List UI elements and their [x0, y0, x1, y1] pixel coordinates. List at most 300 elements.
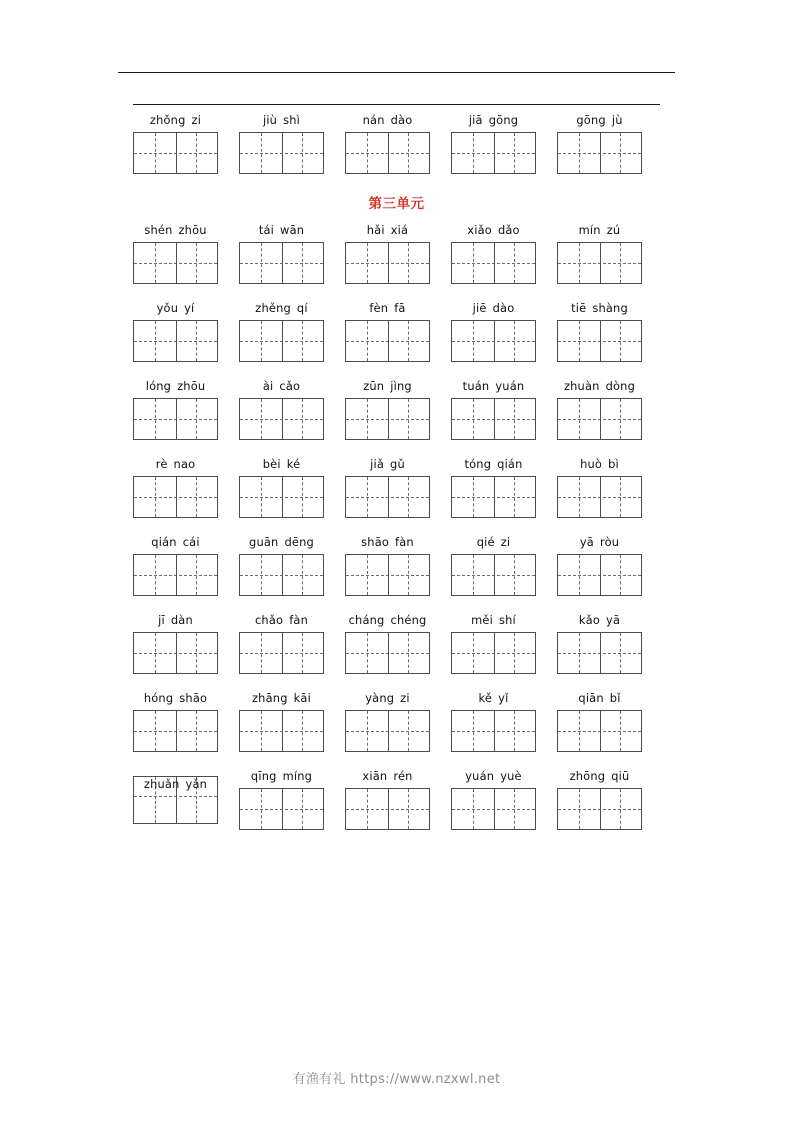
pinyin-syllable: qián: [151, 535, 177, 549]
pinyin-syllable: shì: [283, 113, 301, 127]
guide-line-horizontal: [346, 731, 429, 732]
guide-line-horizontal: [346, 497, 429, 498]
tianzige-box[interactable]: [451, 320, 536, 362]
word-cell: [239, 534, 324, 604]
word-cell: [557, 690, 642, 760]
pinyin-syllable: zūn: [363, 379, 385, 393]
guide-line-vertical-left: [473, 477, 474, 517]
pinyin-syllable: cháng: [348, 613, 385, 627]
guide-line-vertical-right: [302, 477, 303, 517]
word-cell: [345, 300, 430, 370]
pinyin-syllable: qié: [476, 535, 495, 549]
guide-line-vertical-left: [261, 711, 262, 751]
guide-line-vertical-right: [514, 243, 515, 283]
guide-line-horizontal: [558, 809, 641, 810]
word-cell: [557, 112, 642, 182]
guide-line-vertical-right: [620, 321, 621, 361]
pinyin-syllable: fā: [394, 301, 406, 315]
guide-line-vertical-left: [579, 477, 580, 517]
tianzige-box[interactable]: [239, 554, 324, 596]
word-cell: [133, 534, 218, 604]
guide-line-vertical-right: [514, 555, 515, 595]
guide-line-horizontal: [452, 575, 535, 576]
pinyin-syllable: yuán: [465, 769, 495, 783]
guide-line-vertical-right: [196, 399, 197, 439]
tianzige-box[interactable]: [345, 132, 430, 174]
pinyin-syllable: kāi: [293, 691, 311, 705]
pinyin-syllable: hǎi: [366, 223, 385, 237]
pinyin-syllable: nao: [173, 457, 196, 471]
pinyin-syllable: qián: [497, 457, 523, 471]
pinyin-syllable: rén: [393, 769, 413, 783]
pinyin-label: [337, 612, 438, 629]
guide-line-vertical-left: [155, 477, 156, 517]
tianzige-box[interactable]: [239, 710, 324, 752]
pinyin-syllable: shāo: [179, 691, 208, 705]
guide-line-vertical-left: [473, 555, 474, 595]
word-cell: [239, 222, 324, 292]
tianzige-box[interactable]: [557, 632, 642, 674]
guide-line-horizontal: [558, 497, 641, 498]
guide-line-horizontal: [346, 575, 429, 576]
guide-line-vertical-right: [408, 399, 409, 439]
word-cell: [133, 456, 218, 526]
word-cell: [239, 378, 324, 448]
tianzige-box[interactable]: [557, 242, 642, 284]
guide-line-vertical-right: [514, 633, 515, 673]
guide-line-horizontal: [134, 575, 217, 576]
guide-line-horizontal: [452, 809, 535, 810]
guide-line-vertical-right: [196, 633, 197, 673]
tianzige-box[interactable]: [345, 320, 430, 362]
pinyin-syllable: qiān: [578, 691, 604, 705]
pinyin-syllable: gǔ: [390, 457, 405, 471]
tianzige-box[interactable]: [239, 398, 324, 440]
word-cell: [557, 300, 642, 370]
tianzige-box[interactable]: [345, 554, 430, 596]
guide-line-vertical-right: [196, 555, 197, 595]
tianzige-box[interactable]: [345, 476, 430, 518]
pinyin-label: [337, 690, 438, 707]
guide-line-horizontal: [240, 419, 323, 420]
word-cell: [451, 300, 536, 370]
pinyin-label: [125, 690, 226, 707]
guide-line-vertical-left: [261, 399, 262, 439]
pinyin-syllable: zhěng: [255, 301, 291, 315]
pinyin-label: [231, 456, 332, 473]
tianzige-box[interactable]: [239, 788, 324, 830]
word-cell: [557, 612, 642, 682]
guide-line-vertical-left: [261, 133, 262, 173]
pinyin-syllable: yuè: [500, 769, 522, 783]
tianzige-box[interactable]: [557, 710, 642, 752]
word-cell: [239, 612, 324, 682]
word-cell: [557, 534, 642, 604]
pinyin-syllable: jìng: [390, 379, 412, 393]
tianzige-box[interactable]: [133, 132, 218, 174]
pinyin-label: [549, 534, 650, 551]
pinyin-syllable: zhuàn: [563, 379, 600, 393]
word-cell: [345, 222, 430, 292]
tianzige-box[interactable]: [345, 632, 430, 674]
guide-line-horizontal: [346, 419, 429, 420]
pinyin-syllable: zi: [191, 113, 202, 127]
word-cell: [239, 112, 324, 182]
word-cell: [345, 690, 430, 760]
tianzige-box[interactable]: [345, 242, 430, 284]
pinyin-syllable: jiā: [468, 113, 483, 127]
guide-line-vertical-left: [367, 133, 368, 173]
pinyin-syllable: zi: [400, 691, 410, 705]
tianzige-box[interactable]: [451, 788, 536, 830]
guide-line-horizontal: [558, 419, 641, 420]
guide-line-vertical-right: [302, 555, 303, 595]
guide-line-vertical-right: [408, 477, 409, 517]
tianzige-box[interactable]: [133, 710, 218, 752]
tianzige-box[interactable]: [133, 242, 218, 284]
tianzige-box[interactable]: [557, 398, 642, 440]
guide-line-vertical-left: [155, 133, 156, 173]
guide-line-vertical-left: [261, 633, 262, 673]
guide-line-vertical-right: [408, 789, 409, 829]
guide-line-vertical-left: [473, 133, 474, 173]
guide-line-vertical-right: [302, 789, 303, 829]
guide-line-horizontal: [134, 497, 217, 498]
pinyin-label: [549, 378, 650, 395]
pinyin-syllable: shāo: [361, 535, 390, 549]
guide-line-vertical-right: [514, 133, 515, 173]
pinyin-label: [549, 222, 650, 239]
pinyin-label: [125, 378, 226, 395]
pinyin-syllable: dēng: [284, 535, 314, 549]
tianzige-box[interactable]: [451, 632, 536, 674]
pinyin-syllable: qí: [296, 301, 308, 315]
word-cell: [345, 768, 430, 838]
pinyin-syllable: kě: [478, 691, 493, 705]
pinyin-label: [549, 300, 650, 317]
tianzige-box[interactable]: [133, 320, 218, 362]
guide-line-vertical-left: [261, 789, 262, 829]
worksheet-row: [133, 300, 673, 378]
guide-line-horizontal: [558, 653, 641, 654]
pinyin-syllable: bǐ: [609, 691, 621, 705]
guide-line-horizontal: [452, 731, 535, 732]
guide-line-vertical-left: [155, 711, 156, 751]
guide-line-vertical-left: [579, 711, 580, 751]
pinyin-syllable: jù: [611, 113, 623, 127]
guide-line-vertical-left: [155, 321, 156, 361]
guide-line-horizontal: [452, 263, 535, 264]
guide-line-horizontal: [452, 497, 535, 498]
pinyin-syllable: fèn: [369, 301, 389, 315]
tianzige-box[interactable]: [557, 320, 642, 362]
tianzige-box[interactable]: [451, 132, 536, 174]
guide-line-vertical-left: [261, 555, 262, 595]
word-cell: [451, 612, 536, 682]
pinyin-label: [337, 300, 438, 317]
guide-line-vertical-left: [367, 399, 368, 439]
guide-line-vertical-left: [473, 399, 474, 439]
guide-line-vertical-right: [408, 243, 409, 283]
pinyin-syllable: tái: [258, 223, 275, 237]
pinyin-syllable: chǎo: [254, 613, 284, 627]
word-cell: [133, 112, 218, 182]
guide-line-horizontal: [134, 653, 217, 654]
word-cell: [133, 768, 218, 838]
tianzige-box[interactable]: [451, 398, 536, 440]
guide-line-vertical-left: [473, 633, 474, 673]
guide-line-vertical-right: [620, 789, 621, 829]
guide-line-vertical-right: [196, 133, 197, 173]
pinyin-syllable: shén: [144, 223, 173, 237]
pinyin-syllable: yàng: [365, 691, 395, 705]
pinyin-syllable: jiù: [262, 113, 278, 127]
guide-line-horizontal: [558, 153, 641, 154]
pinyin-syllable: dào: [492, 301, 515, 315]
guide-line-horizontal: [452, 153, 535, 154]
pinyin-syllable: cǎo: [279, 379, 301, 393]
tianzige-box[interactable]: [451, 242, 536, 284]
pinyin-syllable: zhǒng: [149, 113, 186, 127]
tianzige-box[interactable]: [345, 398, 430, 440]
pinyin-label: [125, 300, 226, 317]
word-cell: [451, 690, 536, 760]
pinyin-syllable: dào: [390, 113, 413, 127]
guide-line-horizontal: [346, 653, 429, 654]
pinyin-syllable: fàn: [395, 535, 414, 549]
guide-line-vertical-left: [367, 477, 368, 517]
tianzige-box[interactable]: [557, 132, 642, 174]
guide-line-vertical-left: [473, 243, 474, 283]
guide-line-vertical-right: [620, 133, 621, 173]
guide-line-horizontal: [134, 796, 217, 797]
tianzige-box[interactable]: [557, 788, 642, 830]
guide-line-vertical-right: [408, 633, 409, 673]
pinyin-syllable: yā: [606, 613, 621, 627]
guide-line-horizontal: [558, 263, 641, 264]
guide-line-vertical-right: [408, 133, 409, 173]
pinyin-label: [337, 768, 438, 785]
guide-line-horizontal: [452, 419, 535, 420]
pinyin-syllable: tiē: [571, 301, 587, 315]
tianzige-box[interactable]: [133, 554, 218, 596]
pinyin-syllable: yuán: [495, 379, 525, 393]
guide-line-vertical-right: [514, 321, 515, 361]
guide-line-horizontal: [134, 341, 217, 342]
pinyin-label: [337, 534, 438, 551]
guide-line-horizontal: [240, 341, 323, 342]
pinyin-syllable: shí: [498, 613, 516, 627]
guide-line-vertical-left: [579, 399, 580, 439]
guide-line-vertical-left: [473, 789, 474, 829]
pinyin-label: [231, 690, 332, 707]
pinyin-label: [443, 534, 544, 551]
pinyin-label: [125, 534, 226, 551]
pinyin-syllable: xiǎo: [467, 223, 492, 237]
guide-line-vertical-left: [155, 243, 156, 283]
pinyin-label: [337, 222, 438, 239]
tianzige-box[interactable]: [557, 554, 642, 596]
word-cell: [557, 378, 642, 448]
worksheet-row: [133, 690, 673, 768]
word-cell: [133, 612, 218, 682]
guide-line-horizontal: [452, 653, 535, 654]
pinyin-label: [443, 768, 544, 785]
guide-line-horizontal: [240, 153, 323, 154]
guide-line-vertical-left: [261, 477, 262, 517]
worksheet-row: [133, 768, 673, 846]
guide-line-vertical-right: [620, 555, 621, 595]
pinyin-syllable: dòng: [605, 379, 636, 393]
worksheet-row: [133, 456, 673, 534]
guide-line-vertical-left: [155, 633, 156, 673]
tianzige-box[interactable]: [133, 632, 218, 674]
pinyin-label: [231, 612, 332, 629]
word-cell: [451, 768, 536, 838]
pinyin-label: [125, 112, 226, 129]
pinyin-syllable: tóng: [464, 457, 492, 471]
word-cell: [451, 378, 536, 448]
pinyin-syllable: dàn: [170, 613, 193, 627]
pinyin-label: [231, 222, 332, 239]
pinyin-syllable: yǎn: [185, 777, 208, 791]
pinyin-syllable: jī: [158, 613, 165, 627]
word-cell: [345, 112, 430, 182]
pinyin-label: [443, 456, 544, 473]
guide-line-horizontal: [240, 731, 323, 732]
pinyin-syllable: zhōu: [178, 223, 207, 237]
pinyin-syllable: guān: [249, 535, 279, 549]
guide-line-vertical-left: [579, 789, 580, 829]
guide-line-vertical-right: [302, 321, 303, 361]
pinyin-label: [443, 612, 544, 629]
word-cell: [133, 690, 218, 760]
pinyin-syllable: yā: [579, 535, 594, 549]
word-cell: [345, 534, 430, 604]
guide-line-vertical-left: [367, 633, 368, 673]
pinyin-syllable: yǒu: [156, 301, 179, 315]
guide-line-vertical-left: [155, 555, 156, 595]
pinyin-syllable: ké: [286, 457, 301, 471]
tianzige-box[interactable]: [345, 788, 430, 830]
guide-line-vertical-left: [261, 321, 262, 361]
guide-line-vertical-right: [408, 711, 409, 751]
guide-line-vertical-left: [579, 321, 580, 361]
tianzige-box[interactable]: [133, 476, 218, 518]
guide-line-vertical-right: [514, 477, 515, 517]
pinyin-syllable: tuán: [462, 379, 490, 393]
guide-line-vertical-left: [367, 711, 368, 751]
tianzige-box[interactable]: [239, 632, 324, 674]
pinyin-syllable: hóng: [143, 691, 174, 705]
pinyin-syllable: gōng: [576, 113, 606, 127]
pinyin-syllable: shàng: [592, 301, 628, 315]
guide-line-horizontal: [240, 809, 323, 810]
guide-line-vertical-right: [302, 243, 303, 283]
guide-line-horizontal: [240, 497, 323, 498]
pinyin-syllable: bèi: [262, 457, 281, 471]
guide-line-vertical-left: [367, 243, 368, 283]
guide-line-horizontal: [240, 575, 323, 576]
guide-line-vertical-left: [367, 789, 368, 829]
pinyin-syllable: mín: [578, 223, 601, 237]
word-cell: [451, 222, 536, 292]
guide-line-horizontal: [134, 153, 217, 154]
pinyin-label: [443, 378, 544, 395]
tianzige-box[interactable]: [239, 476, 324, 518]
worksheet-row: [133, 222, 673, 300]
pinyin-syllable: zhuǎn: [143, 777, 180, 791]
pinyin-syllable: kǎo: [578, 613, 601, 627]
guide-line-horizontal: [558, 575, 641, 576]
pinyin-label: [125, 222, 226, 239]
pinyin-syllable: chéng: [390, 613, 427, 627]
guide-line-vertical-left: [367, 555, 368, 595]
pinyin-label: [443, 112, 544, 129]
tianzige-box[interactable]: [239, 242, 324, 284]
guide-line-horizontal: [558, 341, 641, 342]
guide-line-horizontal: [558, 731, 641, 732]
guide-line-horizontal: [134, 731, 217, 732]
word-cell: [557, 456, 642, 526]
guide-line-vertical-right: [620, 711, 621, 751]
tianzige-box[interactable]: [239, 320, 324, 362]
tianzige-box[interactable]: [239, 132, 324, 174]
pinyin-label: [231, 112, 332, 129]
word-cell: [133, 222, 218, 292]
unit-heading: 第三单元: [368, 196, 425, 212]
word-cell: [345, 612, 430, 682]
pinyin-syllable: huò: [580, 457, 603, 471]
pinyin-syllable: wān: [280, 223, 305, 237]
guide-line-vertical-right: [302, 133, 303, 173]
guide-line-vertical-right: [620, 243, 621, 283]
guide-line-horizontal: [240, 653, 323, 654]
pinyin-syllable: rè: [155, 457, 168, 471]
pinyin-syllable: měi: [471, 613, 493, 627]
guide-line-vertical-left: [473, 321, 474, 361]
guide-line-horizontal: [346, 263, 429, 264]
pinyin-syllable: bì: [608, 457, 619, 471]
tianzige-box[interactable]: [451, 554, 536, 596]
word-cell: [133, 300, 218, 370]
worksheet-row: [133, 378, 673, 456]
guide-line-vertical-right: [302, 399, 303, 439]
tianzige-box[interactable]: [133, 398, 218, 440]
tianzige-box[interactable]: [345, 710, 430, 752]
pinyin-syllable: míng: [282, 769, 313, 783]
guide-line-vertical-left: [155, 399, 156, 439]
guide-line-vertical-right: [514, 399, 515, 439]
guide-line-vertical-left: [579, 555, 580, 595]
pinyin-syllable: jiē: [472, 301, 487, 315]
word-cell: [239, 690, 324, 760]
pinyin-syllable: yǐ: [498, 691, 509, 705]
pinyin-label: [443, 690, 544, 707]
word-cell: [451, 534, 536, 604]
guide-line-horizontal: [346, 153, 429, 154]
guide-line-vertical-left: [579, 243, 580, 283]
tianzige-box[interactable]: [557, 476, 642, 518]
guide-line-vertical-left: [473, 711, 474, 751]
pinyin-label: [125, 456, 226, 473]
pinyin-syllable: xiān: [362, 769, 388, 783]
tianzige-box[interactable]: [451, 476, 536, 518]
pinyin-label: [125, 776, 226, 793]
pinyin-label: [337, 456, 438, 473]
tianzige-box[interactable]: [451, 710, 536, 752]
pinyin-syllable: fàn: [289, 613, 309, 627]
